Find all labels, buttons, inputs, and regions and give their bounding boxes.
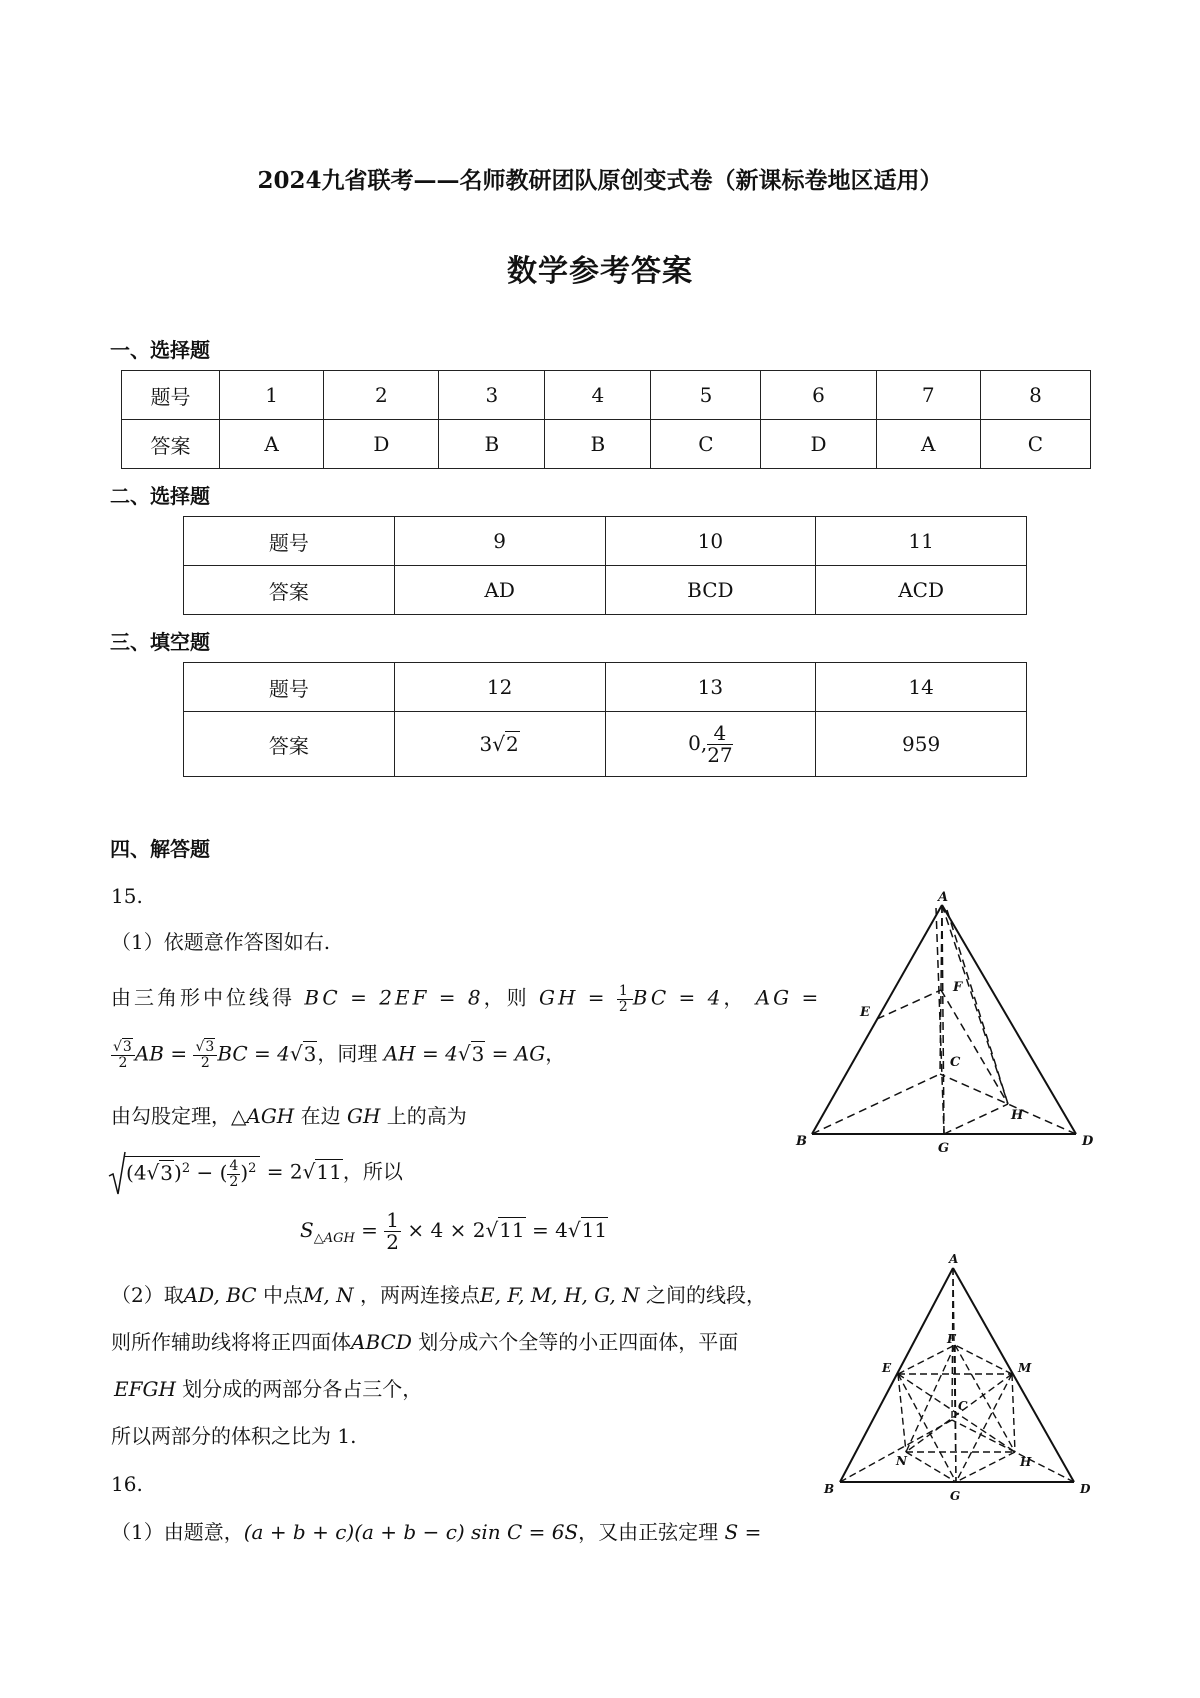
dashed-edges [812, 905, 1076, 1134]
label-M: M [1018, 1361, 1032, 1375]
fraction-4-over-2 [227, 1159, 240, 1189]
segment-HG [956, 1452, 1015, 1482]
math-expr: GH [346, 1104, 381, 1128]
ans12-coef: 3 [479, 732, 493, 756]
text: （1）由题意， [111, 1520, 244, 1544]
question-number: 9 [394, 517, 605, 566]
number: 4 [133, 1161, 147, 1185]
operator: = [361, 1218, 378, 1242]
math-expr: AG = [755, 985, 822, 1010]
section2-table [183, 516, 1027, 615]
fraction-numerator: 4 [229, 1158, 239, 1175]
question-number: 14 [816, 663, 1027, 712]
row-label: 题号 [184, 517, 395, 566]
answer-cell: C [980, 420, 1090, 469]
answer-cell: B [439, 420, 545, 469]
label-A: A [938, 890, 949, 905]
text: ， [545, 1041, 566, 1066]
text: ，所以 [342, 1159, 403, 1184]
math-expr: GH = [538, 985, 608, 1010]
question-number: 1 [220, 371, 324, 420]
label-B: B [824, 1482, 835, 1496]
fraction-denominator: 2 [200, 1054, 210, 1071]
text: 划分成六个全等的小正四面体，平面 [418, 1330, 739, 1354]
label-E: E [860, 1005, 870, 1020]
radicand: 3 [160, 1161, 174, 1185]
question-16-number: 16. [111, 1472, 143, 1496]
math-expr: BC = 2EF = 8 [304, 985, 484, 1010]
label-N: N [896, 1454, 907, 1468]
solid-edges [812, 905, 1076, 1134]
fraction-denominator: 2 [618, 998, 631, 1015]
question-number: 10 [605, 517, 816, 566]
edge-BC [812, 1074, 940, 1134]
radicand: 3 [122, 1039, 132, 1055]
exponent: 2 [181, 1161, 191, 1177]
answer-cell: D [761, 420, 876, 469]
label-D: D [1082, 1134, 1094, 1149]
fraction-half [384, 1210, 401, 1253]
radicand: 11 [316, 1159, 342, 1184]
table-row [122, 420, 1091, 469]
section1-title: 一、选择题 [110, 338, 210, 362]
text: 中点 [262, 1283, 303, 1307]
question-number: 13 [605, 663, 816, 712]
answer-cell: B [545, 420, 651, 469]
segment-A-G-2 [936, 908, 944, 1134]
answer-cell: A [220, 420, 324, 469]
row-label: 答案 [184, 566, 395, 615]
math-expr: M, N [302, 1283, 354, 1307]
text: ，同理 [317, 1041, 378, 1066]
paren: ) [240, 1161, 249, 1185]
text: 之间的线段， [646, 1283, 766, 1307]
math-expr: (a + b + c)(a + b − c) sin C = 6S [243, 1520, 579, 1544]
table-row [184, 663, 1027, 712]
label-D: D [1080, 1482, 1091, 1496]
row-label: 答案 [122, 420, 220, 469]
answer-cell: AD [394, 566, 605, 615]
segment-GH [944, 1104, 1008, 1134]
math-expr: S = [724, 1520, 762, 1544]
label-A: A [949, 1252, 959, 1266]
question-number: 12 [394, 663, 605, 712]
answer-cell: ACD [816, 566, 1027, 615]
answer-cell: D [324, 420, 439, 469]
text: 由勾股定理，△ [111, 1104, 247, 1128]
edge-AB [812, 905, 942, 1134]
radicand: 11 [581, 1218, 608, 1242]
fraction-numerator: √3 [193, 1040, 217, 1056]
ans12-radicand: 2 [506, 732, 519, 756]
radicand: 3 [303, 1041, 317, 1066]
answer-cell: 959 [816, 712, 1027, 777]
table-row [184, 517, 1027, 566]
subscript: △AGH [313, 1231, 355, 1246]
solid-edges [840, 1268, 1074, 1482]
answer-cell: BCD [605, 566, 816, 615]
fraction-numerator: √3 [111, 1040, 135, 1056]
label-E: E [882, 1361, 892, 1375]
fraction-sqrt3-over-2 [111, 1040, 135, 1070]
label-F: F [947, 1332, 956, 1346]
q15-part1-intro: （1）依题意作答图如右. [111, 930, 331, 954]
math-expr: AB = [134, 1041, 188, 1066]
segment-AG [942, 905, 944, 1134]
answer-cell: A [876, 420, 980, 469]
radicand-block: $(4√3)^2$ − ( $\frac{4}{2}$ )$^2$ [124, 1156, 260, 1189]
fraction-denominator: 27 [707, 742, 733, 767]
paren: ( [219, 1161, 228, 1185]
subject-title: 数学参考答案 [507, 254, 693, 289]
label-F: F [953, 980, 963, 995]
text: ，又由正弦定理 [578, 1520, 719, 1544]
math-expr: S [300, 1218, 314, 1242]
ans13-fraction [707, 720, 733, 767]
fraction-sqrt3-over-2 [193, 1040, 217, 1070]
table-row [184, 566, 1027, 615]
fraction-numerator: 1 [386, 1208, 400, 1232]
text: 上的高为 [386, 1104, 467, 1128]
sqrt-sign: √ [492, 732, 505, 756]
segment-MG [956, 1374, 1012, 1482]
tetrahedron-figure-1 [790, 890, 1130, 1170]
label-H: H [1011, 1108, 1024, 1123]
text: ，则 [483, 985, 530, 1010]
q15-line2 [111, 984, 821, 1014]
math-expr: = 2 [266, 1159, 303, 1184]
answer-cell-12 [394, 712, 605, 777]
fraction-denominator: 2 [386, 1230, 400, 1254]
segment-MH [1012, 1374, 1015, 1452]
q15-part2-line2 [111, 1330, 738, 1354]
section2-title: 二、选择题 [110, 484, 210, 508]
text: （2）取 [111, 1283, 184, 1307]
segment-A-H-2 [947, 910, 1008, 1104]
math-expr: BC = 4 [217, 1041, 290, 1066]
radicand: 3 [205, 1039, 215, 1055]
q15-part2-line1 [111, 1283, 766, 1307]
math-expr: BC = 4 [632, 985, 724, 1010]
q15-line4 [111, 1104, 467, 1128]
paren: ( [126, 1161, 134, 1185]
ans13-prefix: 0, [688, 730, 708, 755]
section4-title: 四、解答题 [110, 837, 210, 861]
q15-line5-pythagoras: $(4√3)^2$ − ( $\frac{4}{2}$ )$^2$ = 2√11，所以 [108, 1150, 403, 1198]
q15-part2-line4: 所以两部分的体积之比为 1. [111, 1424, 357, 1448]
math-expr: = AG [491, 1041, 546, 1066]
radicand: 3 [471, 1041, 485, 1066]
section3-table [183, 662, 1027, 777]
math-expr: AD, BC [183, 1283, 257, 1307]
segment-EH [898, 1374, 1015, 1452]
math-expr: AH = 4 [383, 1041, 458, 1066]
row-label: 题号 [122, 371, 220, 420]
text: ， [723, 985, 747, 1010]
text: 划分成的两部分各占三个， [182, 1377, 423, 1401]
label-C: C [958, 1399, 968, 1413]
tetrahedron-figure-2 [810, 1250, 1110, 1510]
question-number: 2 [324, 371, 439, 420]
section3-title: 三、填空题 [110, 630, 210, 654]
math-expr: AGH [246, 1104, 295, 1128]
fraction-half [617, 984, 633, 1014]
table-row [184, 712, 1027, 777]
text: 则所作辅助线将将正四面体 [111, 1330, 351, 1354]
math-expr: = 4 [532, 1218, 568, 1242]
answer-cell-13 [605, 712, 816, 777]
section1-table [121, 370, 1091, 469]
radicand: 11 [499, 1218, 525, 1242]
math-expr: ABCD [351, 1330, 412, 1354]
segment-FH [941, 990, 1008, 1104]
fraction-numerator: 1 [618, 983, 631, 999]
dashed-edges [840, 1268, 1074, 1482]
text: ，两两连接点 [360, 1283, 481, 1307]
fraction-denominator: 2 [229, 1174, 239, 1190]
q16-line1 [111, 1520, 761, 1544]
edge-AD [942, 905, 1076, 1134]
q15-part2-line3 [114, 1377, 422, 1401]
math-expr: E, F, M, H, G, N [480, 1283, 640, 1307]
fraction-numerator: 4 [707, 723, 732, 745]
label-H: H [1020, 1455, 1032, 1469]
question-number: 8 [980, 371, 1090, 420]
question-15-number: 15. [111, 884, 143, 908]
q15-line3: $\frac{√3}{2}$ AB = $\frac{√3}{2}$ BC = 4√3，同理 AH = 4√3 = AG， [113, 1039, 566, 1071]
row-label: 题号 [184, 663, 395, 712]
segment-A-G [953, 1268, 956, 1482]
edge-AB [840, 1268, 953, 1482]
segment-EF [898, 1345, 955, 1374]
text: 由三角形中位线得 [111, 985, 295, 1010]
answer-cell: C [651, 420, 761, 469]
question-number: 6 [761, 371, 876, 420]
fraction-denominator: 2 [118, 1054, 128, 1071]
label-G: G [938, 1141, 950, 1156]
question-number: 3 [439, 371, 545, 420]
math-expr: EFGH [114, 1377, 176, 1401]
question-number: 11 [816, 517, 1027, 566]
question-number: 5 [651, 371, 761, 420]
question-number: 4 [545, 371, 651, 420]
operator: − [196, 1161, 214, 1185]
text: 在边 [300, 1104, 341, 1128]
label-C: C [950, 1055, 961, 1070]
table-row [122, 371, 1091, 420]
label-G: G [950, 1489, 961, 1503]
row-label: 答案 [184, 712, 395, 777]
exam-title: 2024九省联考——名师教研团队原创变式卷（新课标卷地区适用） [257, 167, 943, 194]
segment-MN [906, 1374, 1012, 1452]
math-expr: × 4 × 2 [407, 1218, 486, 1242]
label-B: B [796, 1134, 807, 1149]
exponent: 2 [248, 1161, 257, 1177]
question-number: 7 [876, 371, 980, 420]
paren: ) [174, 1161, 182, 1185]
q15-area-formula: $S_{\triangle AGH}$ = $\frac{1}{2}$ × 4 × 2√11 = 4√11 [300, 1208, 608, 1254]
